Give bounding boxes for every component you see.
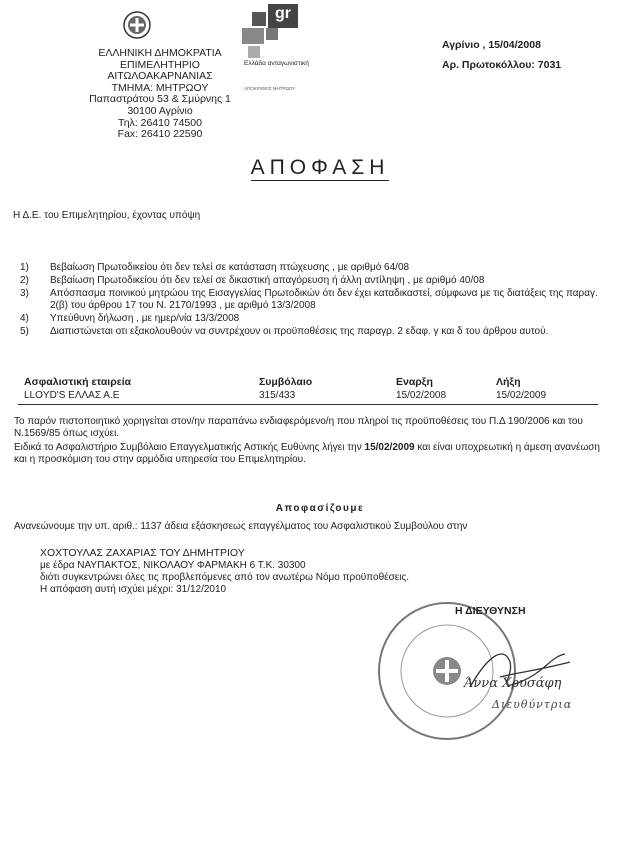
end-date-cell: 15/02/2009 bbox=[496, 390, 547, 401]
list-item bbox=[20, 262, 600, 274]
logo-subtext: ΑΠΟΚΡΙΘΕΙΣ ΜΗΤΡΩΟΥ bbox=[244, 86, 296, 91]
document-title bbox=[0, 156, 640, 180]
decision-heading: Αποφασίζουμε bbox=[275, 503, 365, 514]
item-text: Διαπιστώνεται οτι εξακολουθούν να συντρέχουν οι προϋποθέσεις της παραγρ. 2 εδαφ. γ και δ του άρθρου αυτού. bbox=[50, 325, 549, 337]
issuer-line: 30100 Αγρίνιο bbox=[127, 104, 193, 117]
body-line: διότι συγκεντρώνει όλες τις προβλεπόμενες από τον ανωτέρω Νόμο προϋποθέσεις. bbox=[40, 571, 410, 583]
column-header: Ασφαλιστική εταιρεία bbox=[24, 376, 132, 388]
item-number: 3) bbox=[20, 287, 29, 299]
column-header: Συμβόλαιο bbox=[259, 376, 313, 388]
start-date-cell: 15/02/2008 bbox=[396, 390, 447, 401]
item-number: 1) bbox=[20, 262, 29, 273]
issuer-line: Τηλ: 26410 74500 bbox=[118, 116, 202, 129]
document-date: Αγρίνιο , 15/04/2008 bbox=[442, 39, 541, 51]
issuer-line: ΑΙΤΩΛΟΑΚΑΡΝΑΝΙΑΣ bbox=[107, 70, 213, 83]
considerations-list bbox=[20, 262, 600, 339]
list-item bbox=[20, 326, 600, 338]
issuer-line: ΕΛΛΗΝΙΚΗ ΔΗΜΟΚΡΑΤΙΑ bbox=[98, 47, 222, 59]
insurance-table-header bbox=[24, 376, 584, 390]
expiry-date: 15/02/2009 bbox=[364, 442, 415, 453]
directorate-label: Η ΔΙΕΥΘΥΝΣΗ bbox=[455, 605, 526, 617]
signatory-name: Άννα Χρυσάφη bbox=[464, 676, 562, 691]
person-name: ΧΟΧΤΟΥΛΑΣ ΖΑΧΑΡΙΑΣ ΤΟΥ ΔΗΜΗΤΡΙΟΥ bbox=[40, 547, 245, 559]
greek-emblem-icon bbox=[122, 10, 152, 40]
item-text: Υπεύθυνη δήλωση , με ημερ/νία 13/3/2008 bbox=[50, 312, 240, 324]
expiry-text-before: Ειδικά το Ασφαλιστήριο Συμβόλαιο Επαγγελματικής Αστικής Ευθύνης λήγει την bbox=[14, 442, 365, 453]
item-text: Βεβαίωση Πρωτοδικείου ότι δεν τελεί σε δικαστική απαγόρευση ή άλλη αντίληψη , με αριθμό 40/08 bbox=[50, 274, 485, 286]
issuer-line: Παπαστράτου 53 & Σμύρνης 1 bbox=[89, 93, 231, 106]
competitive-greece-logo bbox=[240, 4, 314, 96]
expiry-text-after: και είναι υποχρεωτική η άμεση ανανέωση και η προσκόμιση του στην αρμόδια υπηρεσία του Επιμελητηρίου. bbox=[14, 442, 600, 465]
table-divider bbox=[18, 404, 598, 405]
title-text: ΑΠΟΦΑΣΗ bbox=[250, 156, 390, 179]
item-text: Βεβαίωση Πρωτοδικείου ότι δεν τελεί σε κατάσταση πτώχευσης , με αριθμό 64/08 bbox=[50, 262, 410, 273]
logo-mark-text: gr bbox=[268, 4, 298, 28]
item-number: 4) bbox=[20, 312, 29, 324]
item-number: 2) bbox=[20, 274, 29, 286]
issuer-line: ΤΜΗΜΑ: ΜΗΤΡΩΟΥ bbox=[111, 81, 209, 94]
list-item bbox=[20, 275, 600, 287]
item-text: Απόσπασμα ποινικού μητρώου της Εισαγγελίας Πρωτοδικών ότι δεν έχει καταδικαστεί, σύμφωνα με τις διατάξεις της παραγ. 2(β) του άρθρου 17 του Ν. 2170/1993 , με αριθμό 13/3/2008 bbox=[50, 287, 598, 311]
document-meta bbox=[442, 35, 561, 75]
list-item bbox=[20, 313, 600, 325]
column-header: Λήξη bbox=[496, 376, 521, 388]
column-header: Εναρξη bbox=[396, 376, 433, 388]
issuer-line: Fax: 26410 22590 bbox=[117, 128, 203, 141]
renewal-text: Ανανεώνουμε την υπ. αριθ.: 1137 άδεια εξάσκησεως επαγγέλματος του Ασφαλιστικού Συμβούλου στην bbox=[14, 521, 468, 532]
insurer-cell: LLOYD'S ΕΛΛΑΣ Α.Ε bbox=[24, 390, 120, 401]
table-row bbox=[24, 390, 584, 404]
insurance-expiry-paragraph bbox=[14, 442, 614, 466]
item-number: 5) bbox=[20, 325, 29, 337]
decision-body bbox=[40, 560, 409, 595]
protocol-number: Αρ. Πρωτοκόλλου: 7031 bbox=[442, 59, 562, 71]
logo-text: Ελλάδα ανταγωνιστική bbox=[244, 60, 309, 67]
body-line: Η απόφαση αυτή ισχύει μέχρι: 31/12/2010 bbox=[40, 583, 227, 595]
certificate-paragraph: Το παρόν πιστοποιητικό χορηγείται στον/ην παραπάνω ενδιαφερόμενο/η που πληροί τις προϋποθέσεις του Π.Δ 190/2006 και του Ν.1569/85 όπως ισχύει. bbox=[14, 416, 583, 439]
issuer-line: ΕΠΙΜΕΛΗΤΗΡΙΟ bbox=[120, 58, 200, 71]
body-line: με έδρα ΝΑΥΠΑΚΤΟΣ, ΝΙΚΟΛΑΟΥ ΦΑΡΜΑΚΗ 6 Τ.Κ. 30300 bbox=[40, 560, 306, 571]
intro-text: Η Δ.Ε. του Επιμελητηρίου, έχοντας υπόψη bbox=[13, 210, 201, 221]
signatory-role: Διευθύντρια bbox=[492, 698, 573, 711]
list-item bbox=[20, 288, 600, 312]
contract-cell: 315/433 bbox=[259, 390, 296, 401]
